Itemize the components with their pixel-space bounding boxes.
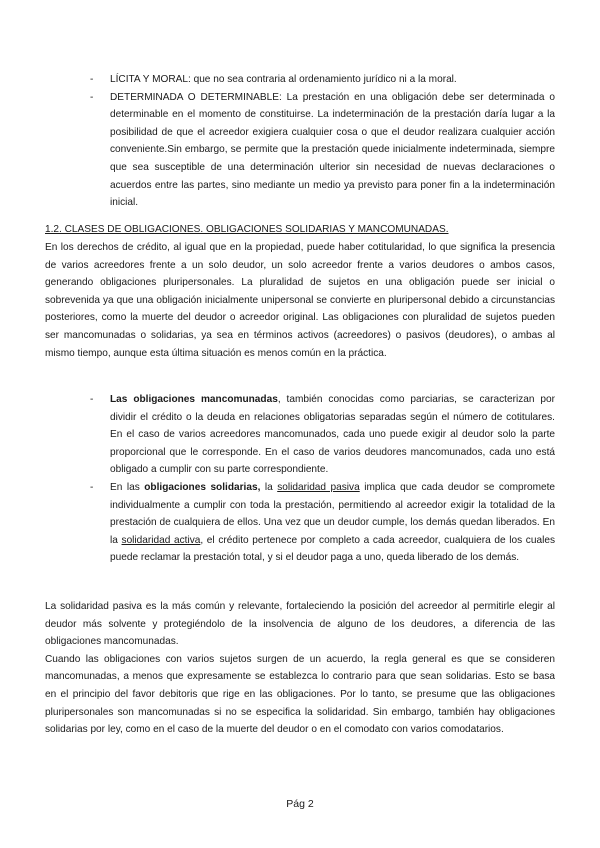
intro-paragraph: En los derechos de crédito, al igual que en la propiedad, puede haber cotitularidad, lo que significa la presencia de varios acreedores frente a un solo deudor, un solo acreedor frente a varios deudores o ambos casos, generando obligaciones pluripersonales. La pluralidad de sujetos en una obligación puede ser inicial o sobrevenida ya que una obligación inicialmente unipersonal se convierte en pluripersonal debido a circunstancias posteriores, como la muerte del deudor o acreedor original. Las obligaciones con pluralidad de sujetos pueden ser mancomunadas o solidarias, ya sea en términos activos (acreedores) o pasivos (deudores), o ambas al mismo tiempo, aunque esta última situación es menos común en la práctica. <box>45 242 555 359</box>
bullet-text: implica que cada deudor se compromete individualmente a cumplir con toda la prestación, permitiendo al acreedor exigir la totalidad de la prestación de cualquiera de ellos. Una vez que un deudor cumple, los demás quedan liberados. En la <box>110 481 556 546</box>
bullet-dash: - <box>90 91 94 103</box>
bullet-item-mancomunadas <box>90 391 555 479</box>
bullet-item-determinada <box>90 89 555 212</box>
bullet-text: , el crédito pertenece por completo a cada acreedor, cualquiera de los cuales puede reclamar la prestación total, y si el deudor paga a uno, queda liberado de los demás. <box>110 534 555 564</box>
closing-section <box>45 598 555 739</box>
bullet-list-types <box>90 391 555 567</box>
bullet-dash: - <box>90 74 94 85</box>
bullet-text: DETERMINADA O DETERMINABLE: La prestación en una obligación debe ser determinada o determinable en el momento de constituirse. La indeterminación de la prestación daría lugar a la posibilidad de que el acreedor exigiera cualquier cosa o que el deudor realizara cualquier acción conveniente.Sin embargo, se permite que la prestación quede inicialmente indeterminada, siempre que sea susceptible de una determinación ulterior sin necesidad de nuevas declaraciones o acuerdos entre las partes, sino mediante un medio ya previsto para poner fin a la indeterminación inicial. <box>110 91 555 209</box>
underlined-term-activa: solidaridad activa <box>121 534 201 546</box>
underlined-term-pasiva: solidaridad pasiva <box>277 481 360 493</box>
paragraph-solidaridad-pasiva: La solidaridad pasiva es la más común y relevante, fortaleciendo la posición del acreedor al permitirle elegir al deudor más solvente y protegiéndolo de la insolvencia de alguno de los deudores, a diferencia de las obligaciones mancomunadas. <box>45 601 555 648</box>
bullet-text-prefix: En las <box>110 481 145 493</box>
bullet-text: , también conocidas como parciarias, se caracterizan por dividir el crédito o la deuda en relaciones obligatorias separadas según el número de cotitulares. En el caso de varios acreedores mancomunados, cada uno puede exigir al deudor solo la parte proporcional que le corresponde. En el caso de varios deudores mancomunados, cada uno está obligado a cumplir con su parte correspondiente. <box>110 394 555 476</box>
bullet-dash: - <box>90 481 94 493</box>
section-heading: 1.2. CLASES DE OBLIGACIONES. OBLIGACIONES SOLIDARIAS Y MANCOMUNADAS. <box>45 224 449 235</box>
bullet-list-requirements <box>90 71 555 212</box>
bullet-item-solidarias <box>90 479 555 567</box>
bullet-dash: - <box>90 394 94 405</box>
bold-term: obligaciones solidarias, <box>144 481 261 493</box>
bullet-item-licita <box>90 71 555 89</box>
bold-term: Las obligaciones mancomunadas <box>110 394 278 405</box>
page-number: Pág 2 <box>286 798 314 810</box>
bullet-text: LÍCITA Y MORAL: que no sea contraria al ordenamiento jurídico ni a la moral. <box>110 74 457 85</box>
paragraph-presuncion-mancomunidad: Cuando las obligaciones con varios sujetos surgen de un acuerdo, la regla general es que se consideren mancomunadas, a menos que expresamente se establezca lo contrario para que sean solidarias. Esto se basa en el principio del favor debitoris que rige en las obligaciones. Por lo tanto, se presume que las obligaciones pluripersonales son mancomunadas si no se especifica la solidaridad. Sin embargo, también hay obligaciones solidarias por ley, como en el caso de la muerte del deudor o en el comodato con varios comodatarios. <box>45 653 555 736</box>
bullet-text: la <box>260 481 278 493</box>
